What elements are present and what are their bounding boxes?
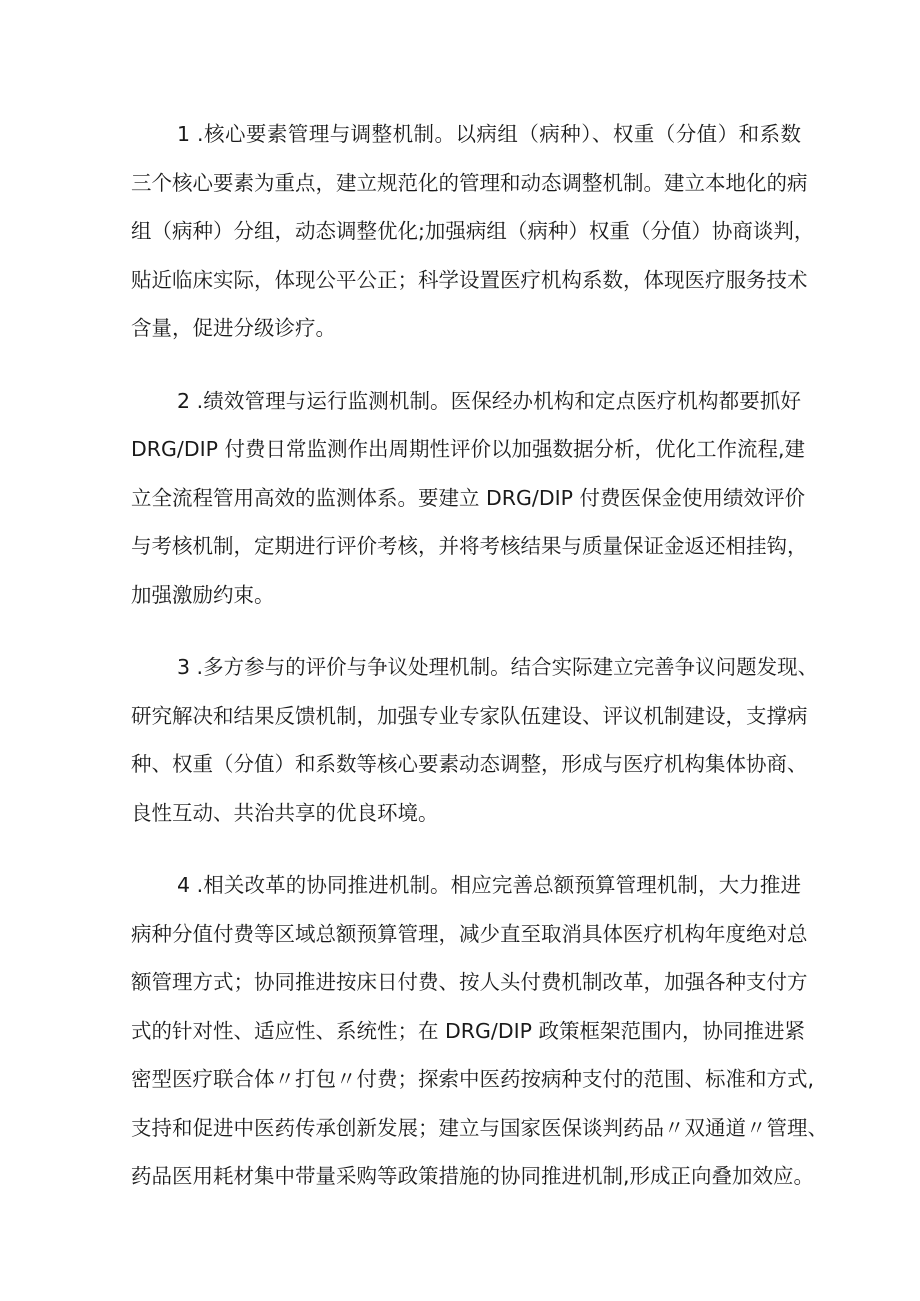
text-line: 式的针对性、适应性、系统性；在 DRG/DIP 政策框架范围内，协同推进紧 — [131, 1018, 806, 1043]
text-line: 良性互动、共治共享的优良环境。 — [131, 800, 439, 825]
text-line: DRG/DIP 付费日常监测作出周期性评价以加强数据分析，优化工作流程,建 — [131, 437, 806, 461]
text-line: 含量，促进分级诊疗。 — [131, 316, 336, 340]
text-line: 加强激励约束。 — [131, 582, 275, 607]
text-line: 研究解决和结果反馈机制，加强专业专家队伍建设、评议机制建设，支撑病 — [131, 703, 808, 728]
text-line: 4 .相关改革的协同推进机制。相应完善总额预算管理机制，大力推进 — [177, 873, 801, 897]
text-line: 与考核机制，定期进行评价考核，并将考核结果与质量保证金返还相挂钩， — [131, 534, 808, 558]
text-line: 3 .多方参与的评价与争议处理机制。结合实际建立完善争议问题发现、 — [177, 655, 819, 679]
text-line: 2 .绩效管理与运行监测机制。医保经办机构和定点医疗机构都要抓好 — [177, 388, 801, 413]
text-line: 额管理方式；协同推进按床日付费、按人头付费机制改革，加强各种支付方 — [131, 970, 808, 994]
text-line: 贴近临床实际，体现公平公正；科学设置医疗机构系数，体现医疗服务技术 — [131, 267, 808, 292]
text-line: 组（病种）分组，动态调整优化;加强病组（病种）权重（分值）协商谈判， — [131, 219, 815, 243]
text-line: 三个核心要素为重点，建立规范化的管理和动态调整机制。建立本地化的病 — [131, 170, 808, 195]
text-line: 药品医用耗材集中带量采购等政策措施的协同推进机制,形成正向叠加效应。 — [131, 1164, 815, 1188]
paragraph-1 — [131, 110, 815, 353]
paragraph-3 — [131, 643, 819, 837]
text-line: 病种分值付费等区域总额预算管理，减少直至取消具体医疗机构年度绝对总 — [131, 921, 808, 946]
document-body — [131, 110, 828, 1225]
text-line: 立全流程管用高效的监测体系。要建立 DRG/DIP 付费医保金使用绩效评价 — [131, 485, 806, 510]
paragraph-2 — [131, 377, 808, 620]
text-line: 种、权重（分值）和系数等核心要素动态调整，形成与医疗机构集体协商、 — [131, 752, 808, 776]
text-line: 密型医疗联合体〃打包〃付费；探索中医药按病种支付的范围、标准和方式, — [131, 1067, 815, 1091]
paragraph-4 — [131, 861, 828, 1201]
text-line: 1 .核心要素管理与调整机制。以病组（病种）、权重（分值）和系数 — [177, 122, 801, 146]
text-line: 支持和促进中医药传承创新发展；建立与国家医保谈判药品〃双通道〃管理、 — [131, 1115, 828, 1140]
